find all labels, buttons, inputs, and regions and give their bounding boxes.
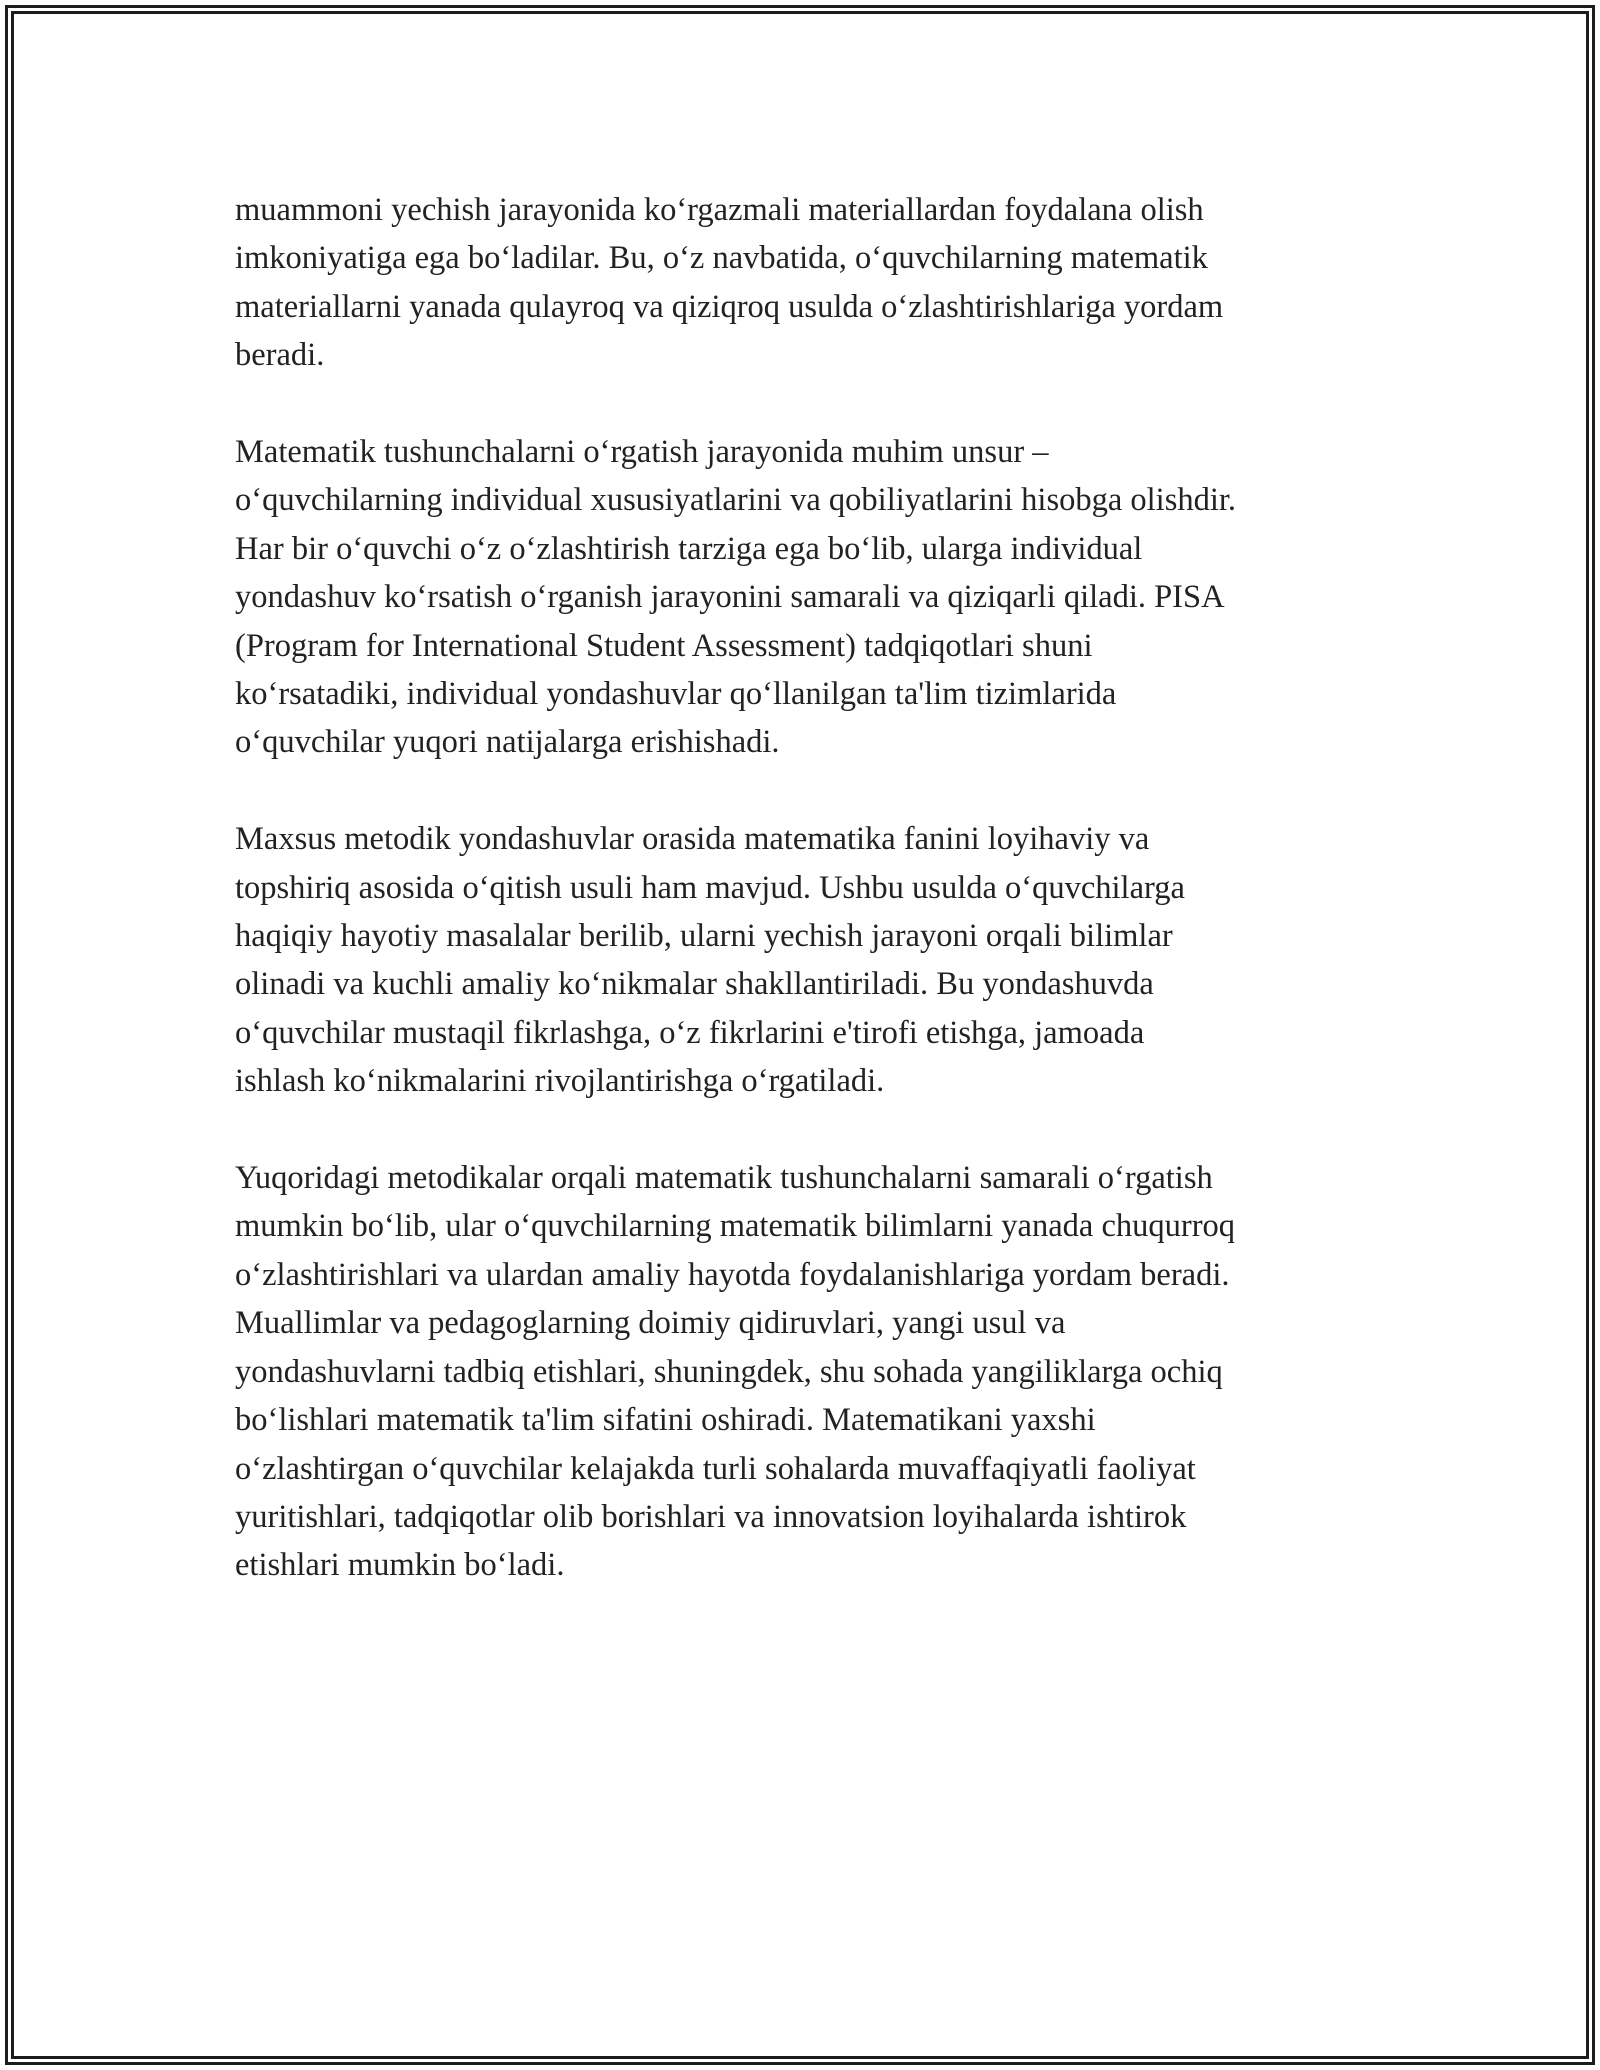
paragraph-3: Maxsus metodik yondashuvlar orasida matematika fanini loyihaviy va topshiriq asosida oʻqitish usuli ham mavjud. Ushbu usulda oʻquvchilarga haqiqiy hayotiy masalalar berilib, ularni yechish jarayoni orqali bilimlar olinadi va kuchli amaliy koʻnikmalar shakllantiriladi. Bu yondashuvda oʻquvchilar mustaqil fikrlashga, oʻz fikrlarini e'tirofi etishga, jamoada ishlash koʻnikmalarini rivojlantirishga oʻrgatiladi.: [235, 821, 1185, 1100]
document-body: [235, 186, 1375, 1590]
paragraph-4: Yuqoridagi metodikalar orqali matematik tushunchalarni samarali oʻrgatish mumkin boʻlib, ular oʻquvchilarning matematik bilimlarni yanada chuqurroq oʻzlashtirishlari va ulardan amaliy hayotda foydalanishlariga yordam beradi. Muallimlar va pedagoglarning doimiy qidiruvlari, yangi usul va yondashuvlarni tadbiq etishlari, shuningdek, shu sohada yangiliklarga ochiq boʻlishlari matematik ta'lim sifatini oshiradi. Matematikani yaxshi oʻzlashtirgan oʻquvchilar kelajakda turli sohalarda muvaffaqiyatli faoliyat yuritishlari, tadqiqotlar olib borishlari va innovatsion loyihalarda ishtirok etishlari mumkin boʻladi.: [235, 1160, 1236, 1584]
paragraph-1: muammoni yechish jarayonida koʻrgazmali materiallardan foydalana olish imkoniyatiga ega boʻladilar. Bu, oʻz navbatida, oʻquvchilarning matematik materiallarni yanada qulayroq va qiziqroq usulda oʻzlashtirishlariga yordam beradi.: [235, 192, 1224, 374]
paragraph-2: Matematik tushunchalarni oʻrgatish jarayonida muhim unsur – oʻquvchilarning individual xususiyatlarini va qobiliyatlarini hisobga olishdir. Har bir oʻquvchi oʻz oʻzlashtirish tarziga ega boʻlib, ularga individual yondashuv koʻrsatish oʻrganish jarayonini samarali va qiziqarli qiladi. PISA (Program for International Student Assessment) tadqiqotlari shuni koʻrsatadiki, individual yondashuvlar qoʻllanilgan ta'lim tizimlarida oʻquvchilar yuqori natijalarga erishishadi.: [235, 434, 1237, 761]
